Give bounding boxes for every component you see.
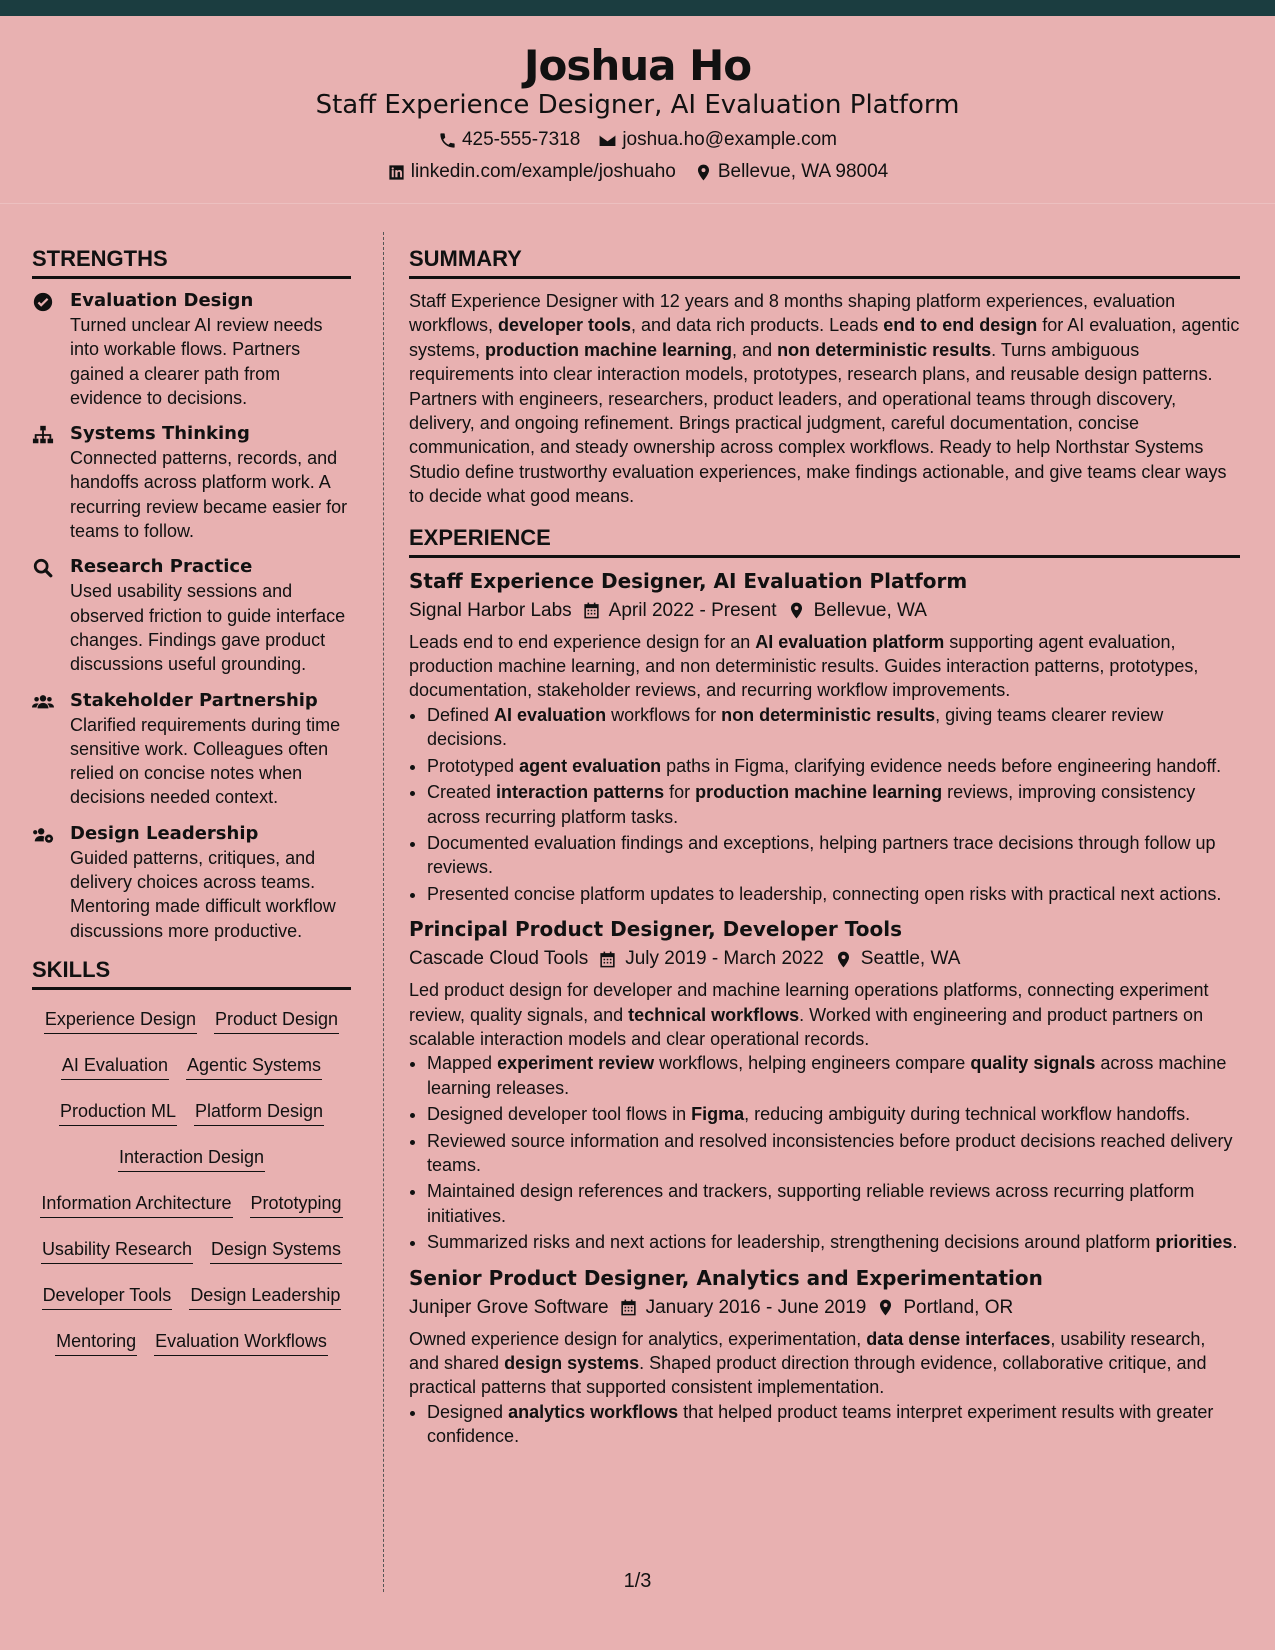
job-bullet: • Summarized risks and next actions for leadership, strengthening decisions around platform priorities. <box>427 1230 1240 1254</box>
skill-tag: Agentic Systems <box>186 1052 322 1080</box>
skill-tag: Evaluation Workflows <box>154 1328 328 1356</box>
skill-tag: Production ML <box>59 1098 177 1126</box>
job-bullets <box>427 1051 1240 1254</box>
strength-item <box>32 289 351 410</box>
search-icon <box>32 557 54 579</box>
job-description: Owned experience design for analytics, experimentation, data dense interfaces, usability research, and shared design systems. Shaped product direction through evidence, collaborative critique, and practical patterns that supported consistent implementation. <box>409 1328 1207 1398</box>
envelope-icon <box>598 131 617 150</box>
job-dates: July 2019 - March 2022 <box>625 948 824 970</box>
skill-tag: Information Architecture <box>40 1190 232 1218</box>
phone-icon <box>438 131 457 150</box>
strength-title: Design Leadership <box>70 822 259 844</box>
contact-row-1 <box>0 127 1275 153</box>
map-pin-icon <box>694 163 713 182</box>
skill-tag: Interaction Design <box>118 1144 265 1172</box>
calendar-icon <box>582 601 601 620</box>
job-meta <box>409 598 1240 624</box>
job-bullet: • Prototyped agent evaluation paths in Figma, clarifying evidence needs before engineering handoff. <box>427 754 1240 778</box>
map-pin-icon <box>787 601 806 620</box>
job-bullet: • Documented evaluation findings and exceptions, helping partners trace decisions through follow up reviews. <box>427 831 1240 880</box>
job-entry <box>409 916 1240 1254</box>
job-location: Bellevue, WA <box>813 599 927 621</box>
strength-title: Stakeholder Partnership <box>70 689 318 711</box>
skill-tag: Mentoring <box>55 1328 137 1356</box>
job-description: Led product design for developer and machine learning operations platforms, connecting experiment review, quality signals, and technical workflows. Worked with engineering and product partners on scalable interaction models and clear operational records. <box>409 980 1209 1049</box>
skill-tag: Developer Tools <box>42 1282 173 1310</box>
skill-tag: Experience Design <box>44 1006 197 1034</box>
strength-title: Systems Thinking <box>70 423 250 445</box>
job-entry <box>409 568 1240 906</box>
job-company: Juniper Grove Software <box>409 1296 609 1318</box>
job-bullet: • Designed developer tool flows in Figma, reducing ambiguity during technical workflow handoffs. <box>427 1102 1240 1126</box>
skill-tag: Usability Research <box>41 1236 193 1264</box>
job-company: Signal Harbor Labs <box>409 599 572 621</box>
job-bullet: • Defined AI evaluation workflows for non deterministic results, giving teams clearer review decisions. <box>427 703 1240 752</box>
job-bullet: • Designed analytics workflows that helped product teams interpret experiment results with greater confidence. <box>427 1400 1240 1449</box>
job-description: Leads end to end experience design for an AI evaluation platform supporting agent evaluation, production machine learning, and non deterministic results. Guides interaction patterns, prototypes, documentation, stakeholder reviews, and recurring workflow improvements. <box>409 631 1199 701</box>
strength-title: Research Practice <box>70 556 253 578</box>
map-pin-icon <box>834 950 853 969</box>
top-accent-bar <box>0 0 1275 16</box>
email-text[interactable]: joshua.ho@example.com <box>622 129 837 151</box>
job-company: Cascade Cloud Tools <box>409 948 589 970</box>
job-bullets <box>427 1400 1240 1449</box>
candidate-title: Staff Experience Designer, AI Evaluation Platform <box>315 90 960 121</box>
skills-section <box>32 957 351 1356</box>
strength-item <box>32 422 351 543</box>
calendar-icon <box>619 1298 638 1317</box>
strength-desc: Turned unclear AI review needs into workable flows. Partners gained a clearer path from evidence to decisions. <box>70 315 323 408</box>
strength-desc: Connected patterns, records, and handoffs across platform work. A recurring review became easier for teams to follow. <box>70 448 348 542</box>
skill-tag: Design Leadership <box>189 1282 341 1310</box>
job-bullet: • Mapped experiment review workflows, helping engineers compare quality signals across machine learning releases. <box>427 1051 1240 1100</box>
phone-contact <box>438 127 580 153</box>
linkedin-contact[interactable] <box>387 159 676 185</box>
job-bullets <box>427 703 1240 906</box>
location-contact <box>694 159 888 185</box>
resume-header <box>0 16 1275 204</box>
strength-item <box>32 822 351 943</box>
job-dates: January 2016 - June 2019 <box>645 1296 867 1318</box>
location-text: Bellevue, WA 98004 <box>717 161 889 183</box>
strength-desc: Clarified requirements during time sensitive work. Colleagues often relied on concise notes when decisions needed context. <box>70 714 341 808</box>
job-title: Senior Product Designer, Analytics and Experimentation <box>409 1265 1043 1290</box>
skill-tag: Prototyping <box>250 1190 343 1218</box>
skill-tag: Product Design <box>214 1006 339 1034</box>
summary-heading: SUMMARY <box>409 246 1240 279</box>
contact-row-2 <box>0 159 1275 185</box>
users-icon <box>32 691 54 713</box>
left-column <box>32 246 351 1356</box>
summary-text: Staff Experience Designer with 12 years and 8 months shaping platform experiences, evaluation workflows, developer tools, and data rich products. Leads end to end design for AI evaluation, agentic systems, production machine learning, and non deterministic results. Turns ambiguous requirements into clear interaction models, prototypes, research plans, and reusable design patterns. Partners with engineers, researchers, product leaders, and operational teams through discovery, delivery, and ongoing refinement. Brings practical judgment, careful documentation, concise communication, and steady ownership across complex workflows. Ready to help Northstar Systems Studio define trustworthy evaluation experiences, make findings actionable, and give teams clear ways to decide what good means. <box>409 291 1240 507</box>
skills-heading: SKILLS <box>32 957 351 990</box>
skills-list <box>32 1000 351 1356</box>
right-column <box>409 246 1240 1459</box>
linkedin-icon <box>387 163 406 182</box>
skill-tag: Design Systems <box>210 1236 342 1264</box>
job-title: Staff Experience Designer, AI Evaluation Platform <box>409 568 968 593</box>
check-circle-icon <box>32 291 54 313</box>
email-contact[interactable] <box>598 127 837 153</box>
calendar-icon <box>598 950 617 969</box>
job-bullet: • Created interaction patterns for production machine learning reviews, improving consistency across recurring platform tasks. <box>427 780 1240 829</box>
linkedin-text[interactable]: linkedin.com/example/joshuaho <box>410 161 676 183</box>
job-location: Seattle, WA <box>860 948 961 970</box>
candidate-name: Joshua Ho <box>523 41 752 90</box>
job-bullet: • Presented concise platform updates to leadership, connecting open risks with practical next actions. <box>427 882 1240 906</box>
job-dates: April 2022 - Present <box>608 599 777 621</box>
experience-heading: EXPERIENCE <box>409 525 1240 558</box>
page-number: 1/3 <box>623 1570 652 1592</box>
column-divider <box>383 232 384 1592</box>
job-bullet: • Reviewed source information and resolved inconsistencies before product decisions reached delivery teams. <box>427 1129 1240 1178</box>
strength-item <box>32 689 351 810</box>
job-bullet: • Maintained design references and trackers, supporting reliable reviews across recurring platform initiatives. <box>427 1179 1240 1228</box>
strength-desc: Guided patterns, critiques, and delivery choices across teams. Mentoring made difficult workflow discussions more productive. <box>70 847 336 941</box>
users-gear-icon <box>32 824 54 846</box>
strength-desc: Used usability sessions and observed friction to guide interface changes. Findings gave product discussions useful grounding. <box>70 581 346 675</box>
strength-title: Evaluation Design <box>70 290 254 311</box>
skill-tag: AI Evaluation <box>61 1052 169 1080</box>
map-pin-icon <box>876 1298 895 1317</box>
job-meta <box>409 946 1240 972</box>
job-title: Principal Product Designer, Developer Tools <box>409 917 902 942</box>
job-entry <box>409 1265 1240 1449</box>
phone-text: 425-555-7318 <box>461 129 581 151</box>
job-meta <box>409 1295 1240 1321</box>
strengths-heading: STRENGTHS <box>32 246 351 279</box>
job-location: Portland, OR <box>903 1296 1014 1318</box>
strength-item <box>32 555 351 676</box>
sitemap-icon <box>32 424 54 446</box>
skill-tag: Platform Design <box>194 1098 324 1126</box>
